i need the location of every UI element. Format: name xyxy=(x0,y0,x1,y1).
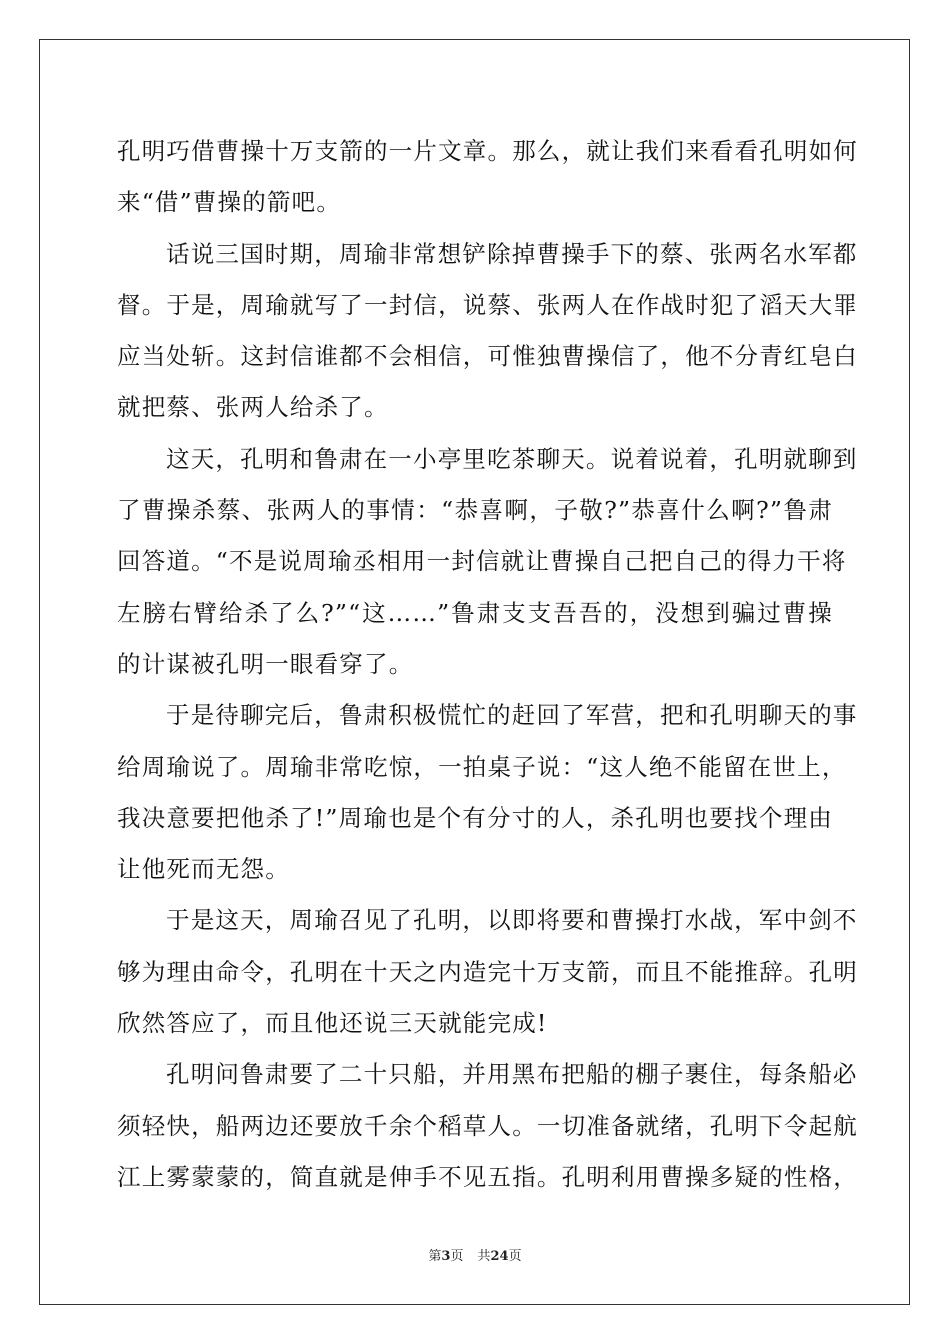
text-line: 了曹操杀蔡、张两人的事情：“恭喜啊，子敬?”恭喜什么啊?”鲁肃 xyxy=(117,496,833,525)
text-line: 左膀右臂给杀了么?”“这……”鲁肃支支吾吾的，没想到骗过曹操 xyxy=(117,598,833,627)
text-line: 来“借”曹操的箭吧。 xyxy=(117,188,342,217)
text-line: 应当处斩。这封信谁都不会相信，可惟独曹操信了，他不分青红皂白 xyxy=(117,342,858,371)
text-line: 欣然答应了，而且他还说三天就能完成! xyxy=(117,1009,548,1038)
text-line: 督。于是，周瑜就写了一封信，说蔡、张两人在作战时犯了滔天大罪 xyxy=(117,290,858,319)
footer-total-suffix: 页 xyxy=(508,1249,522,1264)
text-line: 回答道。“不是说周瑜丞相用一封信就让曹操自己把自己的得力干将 xyxy=(117,547,847,576)
text-line: 让他死而无怨。 xyxy=(117,855,290,884)
text-line: 话说三国时期，周瑜非常想铲除掉曹操手下的蔡、张两名水军都 xyxy=(166,239,858,268)
text-line: 的计谋被孔明一眼看穿了。 xyxy=(117,649,414,678)
text-line: 孔明问鲁肃要了二十只船，并用黑布把船的棚子裹住，每条船必 xyxy=(166,1060,858,1089)
text-line: 孔明巧借曹操十万支箭的一片文章。那么，就让我们来看看孔明如何 xyxy=(117,137,858,165)
text-line: 于是待聊完后，鲁肃积极慌忙的赶回了军营，把和孔明聊天的事 xyxy=(166,701,858,730)
text-line: 须轻快，船两边还要放千余个稻草人。一切准备就绪，孔明下令起航 xyxy=(117,1111,858,1140)
footer-page-prefix: 第 xyxy=(428,1249,442,1264)
footer-total-prefix: 共 xyxy=(477,1249,491,1264)
text-line: 就把蔡、张两人给杀了。 xyxy=(117,393,389,422)
text-line: 于是这天，周瑜召见了孔明，以即将要和曹操打水战，军中剑不 xyxy=(166,906,858,935)
text-line: 给周瑜说了。周瑜非常吃惊，一拍桌子说：“这人绝不能留在世上， xyxy=(117,752,847,781)
footer-page-number: 3 xyxy=(441,1249,451,1264)
text-line: 够为理由命令，孔明在十天之内造完十万支箭，而且不能推辞。孔明 xyxy=(117,957,858,986)
footer-page-suffix: 页 xyxy=(450,1249,464,1264)
page-footer xyxy=(0,1245,950,1264)
document-body xyxy=(117,126,858,1203)
text-line: 江上雾蒙蒙的，简直就是伸手不见五指。孔明利用曹操多疑的性格， xyxy=(117,1162,858,1191)
footer-total-pages: 24 xyxy=(490,1249,509,1264)
text-line: 这天，孔明和鲁肃在一小亭里吃茶聊天。说着说着，孔明就聊到 xyxy=(166,444,858,473)
text-line: 我决意要把他杀了!”周瑜也是个有分寸的人，杀孔明也要找个理由 xyxy=(117,803,833,832)
